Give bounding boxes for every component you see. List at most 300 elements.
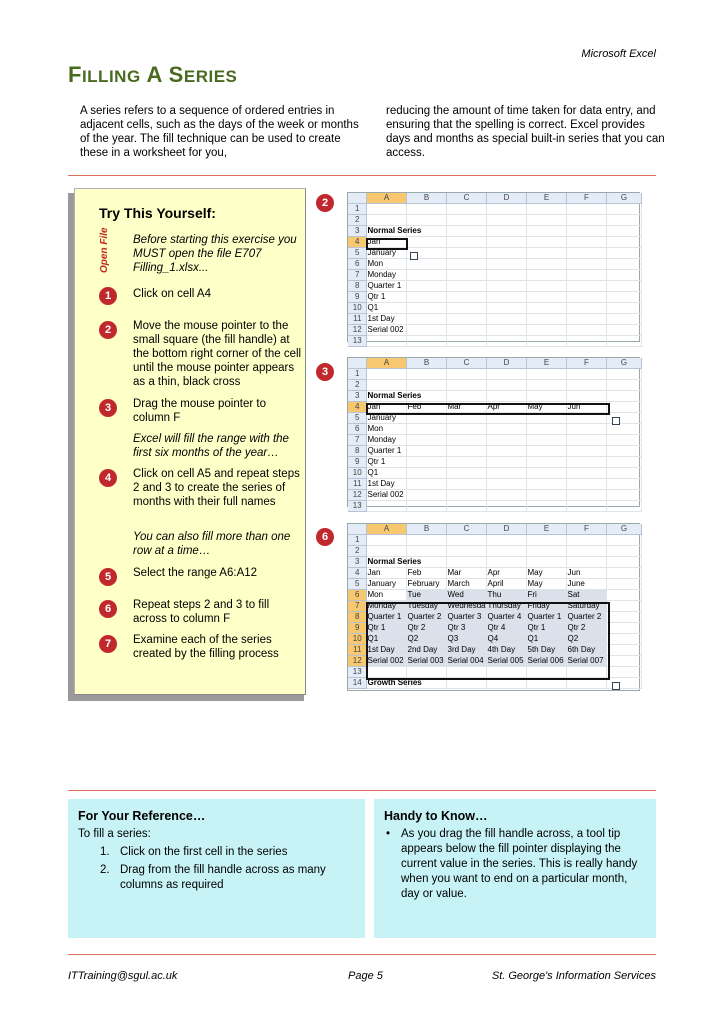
cell[interactable]	[606, 270, 641, 281]
row-header[interactable]: 11	[348, 314, 366, 325]
cell[interactable]	[566, 546, 606, 557]
cell[interactable]	[406, 546, 446, 557]
row-header[interactable]: 6	[348, 424, 366, 435]
cell[interactable]	[606, 468, 641, 479]
cell[interactable]	[406, 667, 446, 678]
cell[interactable]: 5th Day	[526, 645, 566, 656]
cell[interactable]	[446, 281, 486, 292]
cell[interactable]	[406, 314, 446, 325]
row-header[interactable]: 7	[348, 435, 366, 446]
cell[interactable]	[446, 457, 486, 468]
row-header[interactable]: 12	[348, 656, 366, 667]
row-header[interactable]: 12	[348, 325, 366, 336]
cell[interactable]	[526, 248, 566, 259]
row-header[interactable]: 3	[348, 557, 366, 568]
cell[interactable]	[606, 204, 641, 215]
cell[interactable]: Wednesda	[447, 601, 486, 611]
row-header[interactable]: 9	[348, 623, 366, 634]
cell[interactable]: Growth Series	[367, 678, 422, 688]
fill-handle-icon[interactable]	[410, 252, 418, 260]
cell[interactable]	[406, 446, 446, 457]
row-header[interactable]: 13	[348, 336, 366, 347]
cell[interactable]	[606, 314, 641, 325]
cell[interactable]: May	[526, 579, 566, 590]
cell[interactable]: Serial 002	[366, 656, 406, 667]
cell[interactable]	[526, 259, 566, 270]
cell[interactable]	[526, 226, 566, 237]
cell[interactable]	[566, 490, 606, 501]
cell[interactable]	[606, 601, 641, 612]
cell[interactable]: January	[366, 413, 406, 424]
column-header[interactable]: C	[446, 358, 486, 369]
cell[interactable]: Q2	[406, 634, 446, 645]
cell[interactable]	[526, 678, 566, 689]
cell[interactable]	[566, 281, 606, 292]
cell[interactable]	[446, 303, 486, 314]
cell[interactable]	[606, 391, 641, 402]
cell[interactable]	[526, 391, 566, 402]
cell[interactable]	[606, 590, 641, 601]
cell[interactable]: Quarter 2	[566, 612, 606, 623]
column-header[interactable]: E	[526, 358, 566, 369]
cell[interactable]	[566, 535, 606, 546]
cell[interactable]: Wed	[446, 590, 486, 601]
cell[interactable]	[606, 535, 641, 546]
cell[interactable]: Feb	[406, 402, 446, 413]
cell[interactable]	[486, 248, 526, 259]
cell[interactable]	[606, 369, 641, 380]
cell[interactable]	[446, 479, 486, 490]
row-header[interactable]: 1	[348, 535, 366, 546]
cell[interactable]	[446, 314, 486, 325]
cell[interactable]	[406, 270, 446, 281]
cell[interactable]	[486, 391, 526, 402]
cell[interactable]: Qtr 2	[406, 623, 446, 634]
cell[interactable]	[566, 292, 606, 303]
cell[interactable]	[486, 215, 526, 226]
cell[interactable]	[606, 645, 641, 656]
cell[interactable]: Thursday	[486, 601, 526, 612]
row-header[interactable]: 10	[348, 634, 366, 645]
column-header[interactable]: D	[486, 524, 526, 535]
cell[interactable]	[486, 535, 526, 546]
cell[interactable]: Qtr 1	[526, 623, 566, 634]
cell[interactable]	[526, 435, 566, 446]
cell[interactable]	[486, 314, 526, 325]
select-all-corner[interactable]	[348, 358, 366, 369]
cell[interactable]: Mon	[366, 424, 406, 435]
row-header[interactable]: 7	[348, 270, 366, 281]
cell[interactable]	[406, 457, 446, 468]
row-header[interactable]: 6	[348, 259, 366, 270]
cell[interactable]	[446, 557, 486, 568]
row-header[interactable]: 4	[348, 237, 366, 248]
cell[interactable]	[606, 303, 641, 314]
row-header[interactable]: 12	[348, 490, 366, 501]
cell[interactable]	[526, 501, 566, 512]
row-header[interactable]: 13	[348, 501, 366, 512]
cell[interactable]: Q2	[566, 634, 606, 645]
cell[interactable]	[486, 303, 526, 314]
row-header[interactable]: 8	[348, 281, 366, 292]
cell[interactable]	[526, 535, 566, 546]
column-header[interactable]: D	[486, 358, 526, 369]
cell[interactable]	[446, 226, 486, 237]
select-all-corner[interactable]	[348, 193, 366, 204]
cell[interactable]	[606, 568, 641, 579]
cell[interactable]	[566, 501, 606, 512]
cell[interactable]	[486, 457, 526, 468]
cell[interactable]: March	[446, 579, 486, 590]
cell[interactable]	[606, 380, 641, 391]
cell[interactable]	[526, 237, 566, 248]
cell[interactable]	[526, 270, 566, 281]
cell[interactable]	[406, 413, 446, 424]
cell[interactable]	[526, 292, 566, 303]
cell[interactable]	[566, 435, 606, 446]
cell[interactable]: Monday	[366, 270, 406, 281]
cell[interactable]	[606, 579, 641, 590]
cell[interactable]: Q1	[366, 303, 406, 314]
cell[interactable]	[486, 292, 526, 303]
cell[interactable]	[606, 490, 641, 501]
cell[interactable]	[406, 259, 446, 270]
row-header[interactable]: 3	[348, 226, 366, 237]
cell[interactable]: Friday	[526, 601, 566, 612]
cell[interactable]	[606, 557, 641, 568]
cell[interactable]	[446, 380, 486, 391]
cell[interactable]	[406, 435, 446, 446]
cell[interactable]	[566, 391, 606, 402]
cell[interactable]	[406, 369, 446, 380]
cell[interactable]	[446, 546, 486, 557]
cell[interactable]: Qtr 1	[366, 292, 406, 303]
cell[interactable]: Qtr 3	[446, 623, 486, 634]
cell[interactable]: Thu	[486, 590, 526, 601]
row-header[interactable]: 10	[348, 468, 366, 479]
cell[interactable]: Jan	[366, 568, 406, 579]
cell[interactable]: Mar	[446, 402, 486, 413]
cell[interactable]	[566, 325, 606, 336]
cell[interactable]: Qtr 1	[366, 623, 406, 634]
column-header[interactable]: G	[606, 524, 641, 535]
cell[interactable]	[446, 325, 486, 336]
cell[interactable]: Quarter 3	[446, 612, 486, 623]
row-header[interactable]: 14	[348, 678, 366, 689]
cell[interactable]	[366, 336, 406, 347]
cell[interactable]	[446, 678, 486, 689]
cell[interactable]: Jun	[566, 568, 606, 579]
cell[interactable]	[606, 446, 641, 457]
cell[interactable]: 1st Day	[366, 645, 406, 656]
row-header[interactable]: 11	[348, 479, 366, 490]
cell[interactable]: Qtr 4	[486, 623, 526, 634]
cell[interactable]: Serial 002	[366, 325, 406, 336]
cell[interactable]	[486, 546, 526, 557]
row-header[interactable]: 13	[348, 667, 366, 678]
cell[interactable]	[606, 435, 641, 446]
cell[interactable]	[486, 237, 526, 248]
cell[interactable]: Mar	[446, 568, 486, 579]
cell[interactable]: Monday	[366, 435, 406, 446]
row-header[interactable]: 4	[348, 402, 366, 413]
cell[interactable]: 1st Day	[366, 479, 406, 490]
cell[interactable]	[566, 479, 606, 490]
cell[interactable]: Serial 006	[526, 656, 566, 667]
cell[interactable]	[366, 380, 406, 391]
cell[interactable]: 1st Day	[366, 314, 406, 325]
cell[interactable]	[526, 446, 566, 457]
cell[interactable]	[406, 204, 446, 215]
cell[interactable]	[526, 281, 566, 292]
column-header[interactable]: E	[526, 193, 566, 204]
row-header[interactable]: 8	[348, 612, 366, 623]
cell[interactable]	[566, 424, 606, 435]
row-header[interactable]: 7	[348, 601, 366, 612]
cell[interactable]: Normal Series	[367, 226, 422, 236]
cell[interactable]	[446, 237, 486, 248]
cell[interactable]	[406, 424, 446, 435]
column-header[interactable]: A	[366, 193, 406, 204]
cell[interactable]	[566, 204, 606, 215]
row-header[interactable]: 5	[348, 413, 366, 424]
cell[interactable]	[526, 424, 566, 435]
cell[interactable]	[486, 270, 526, 281]
cell[interactable]	[486, 424, 526, 435]
cell[interactable]: Quarter 2	[406, 612, 446, 623]
cell[interactable]: Quarter 1	[366, 281, 406, 292]
cell[interactable]	[606, 634, 641, 645]
cell[interactable]: Apr	[486, 568, 526, 579]
cell[interactable]	[566, 468, 606, 479]
cell[interactable]: Qtr 1	[366, 457, 406, 468]
row-header[interactable]: 9	[348, 292, 366, 303]
cell[interactable]: 6th Day	[566, 645, 606, 656]
column-header[interactable]: E	[526, 524, 566, 535]
cell[interactable]: Q1	[366, 468, 406, 479]
cell[interactable]	[566, 314, 606, 325]
cell[interactable]: Q1	[526, 634, 566, 645]
cell[interactable]: Jun	[566, 402, 606, 413]
cell[interactable]	[406, 501, 446, 512]
cell[interactable]	[526, 380, 566, 391]
column-header[interactable]: A	[366, 358, 406, 369]
cell[interactable]	[486, 435, 526, 446]
column-header[interactable]: C	[446, 524, 486, 535]
cell[interactable]	[446, 391, 486, 402]
cell[interactable]	[486, 479, 526, 490]
cell[interactable]: Apr	[486, 402, 526, 413]
row-header[interactable]: 9	[348, 457, 366, 468]
cell[interactable]: February	[406, 579, 446, 590]
cell[interactable]	[606, 457, 641, 468]
cell[interactable]	[526, 546, 566, 557]
cell[interactable]	[526, 369, 566, 380]
cell[interactable]	[566, 413, 606, 424]
cell[interactable]	[446, 413, 486, 424]
cell[interactable]: Serial 002	[366, 490, 406, 501]
cell[interactable]	[486, 369, 526, 380]
cell[interactable]	[526, 215, 566, 226]
row-header[interactable]: 8	[348, 446, 366, 457]
cell[interactable]	[526, 204, 566, 215]
cell[interactable]	[566, 446, 606, 457]
cell[interactable]: Q3	[446, 634, 486, 645]
cell[interactable]	[566, 369, 606, 380]
cell[interactable]	[446, 369, 486, 380]
cell[interactable]	[566, 259, 606, 270]
cell[interactable]	[566, 557, 606, 568]
column-header[interactable]: G	[606, 193, 641, 204]
cell[interactable]	[406, 281, 446, 292]
row-header[interactable]: 10	[348, 303, 366, 314]
cell[interactable]	[366, 204, 406, 215]
cell[interactable]	[446, 667, 486, 678]
cell[interactable]: Mon	[366, 590, 406, 601]
column-header[interactable]: A	[366, 524, 406, 535]
cell[interactable]	[526, 557, 566, 568]
cell[interactable]	[486, 336, 526, 347]
cell[interactable]	[606, 479, 641, 490]
column-header[interactable]: B	[406, 358, 446, 369]
cell[interactable]	[526, 303, 566, 314]
cell[interactable]	[566, 248, 606, 259]
cell[interactable]	[606, 237, 641, 248]
row-header[interactable]: 6	[348, 590, 366, 601]
cell[interactable]	[486, 226, 526, 237]
cell[interactable]	[446, 446, 486, 457]
column-header[interactable]: F	[566, 193, 606, 204]
cell[interactable]	[486, 325, 526, 336]
cell[interactable]	[606, 281, 641, 292]
cell[interactable]: Tuesday	[406, 601, 446, 612]
row-header[interactable]: 2	[348, 215, 366, 226]
cell[interactable]	[566, 380, 606, 391]
row-header[interactable]: 2	[348, 380, 366, 391]
column-header[interactable]: G	[606, 358, 641, 369]
cell[interactable]	[606, 623, 641, 634]
cell[interactable]: April	[486, 579, 526, 590]
cell[interactable]	[566, 303, 606, 314]
cell[interactable]	[446, 215, 486, 226]
cell[interactable]	[606, 612, 641, 623]
cell[interactable]	[606, 424, 641, 435]
cell[interactable]	[406, 490, 446, 501]
cell[interactable]: 4th Day	[486, 645, 526, 656]
cell[interactable]	[366, 215, 406, 226]
cell[interactable]: Quarter 1	[366, 446, 406, 457]
cell[interactable]	[566, 457, 606, 468]
row-header[interactable]: 11	[348, 645, 366, 656]
cell[interactable]	[366, 667, 406, 678]
cell[interactable]: Qtr 2	[566, 623, 606, 634]
column-header[interactable]: F	[566, 524, 606, 535]
cell[interactable]	[446, 259, 486, 270]
cell[interactable]	[486, 413, 526, 424]
cell[interactable]	[406, 237, 446, 248]
cell[interactable]	[566, 270, 606, 281]
select-all-corner[interactable]	[348, 524, 366, 535]
cell[interactable]	[606, 259, 641, 270]
column-header[interactable]: F	[566, 358, 606, 369]
cell[interactable]: May	[526, 402, 566, 413]
cell[interactable]: May	[526, 568, 566, 579]
cell[interactable]	[526, 336, 566, 347]
cell[interactable]	[566, 237, 606, 248]
row-header[interactable]: 5	[348, 579, 366, 590]
column-header[interactable]: B	[406, 193, 446, 204]
cell[interactable]: Jan	[366, 237, 406, 248]
cell[interactable]	[406, 325, 446, 336]
cell[interactable]	[406, 535, 446, 546]
cell[interactable]	[406, 468, 446, 479]
cell[interactable]	[606, 402, 641, 413]
cell[interactable]	[446, 204, 486, 215]
cell[interactable]: Q4	[486, 634, 526, 645]
cell[interactable]: Tue	[406, 590, 446, 601]
row-header[interactable]: 5	[348, 248, 366, 259]
cell[interactable]	[486, 667, 526, 678]
cell[interactable]	[566, 226, 606, 237]
cell[interactable]	[566, 667, 606, 678]
cell[interactable]	[406, 336, 446, 347]
cell[interactable]	[606, 336, 641, 347]
cell[interactable]	[406, 303, 446, 314]
cell[interactable]	[566, 215, 606, 226]
cell[interactable]: 2nd Day	[406, 645, 446, 656]
cell[interactable]	[366, 535, 406, 546]
cell[interactable]: Normal Series	[367, 391, 422, 401]
cell[interactable]: Quarter 4	[486, 612, 526, 623]
cell[interactable]	[526, 479, 566, 490]
fill-handle-icon[interactable]	[612, 417, 620, 425]
cell[interactable]: Jan	[366, 402, 406, 413]
cell[interactable]: January	[366, 579, 406, 590]
cell[interactable]: Quarter 1	[366, 612, 406, 623]
cell[interactable]	[446, 248, 486, 259]
cell[interactable]	[486, 380, 526, 391]
cell[interactable]: Serial 005	[486, 656, 526, 667]
cell[interactable]	[606, 501, 641, 512]
cell[interactable]: Serial 003	[406, 656, 446, 667]
cell[interactable]: Monday	[366, 601, 406, 612]
cell[interactable]	[486, 501, 526, 512]
cell[interactable]	[526, 314, 566, 325]
cell[interactable]	[606, 215, 641, 226]
cell[interactable]	[486, 678, 526, 689]
cell[interactable]	[486, 468, 526, 479]
cell[interactable]: Saturday	[566, 601, 606, 612]
cell[interactable]	[606, 325, 641, 336]
cell[interactable]: Feb	[406, 568, 446, 579]
row-header[interactable]: 4	[348, 568, 366, 579]
cell[interactable]	[486, 259, 526, 270]
cell[interactable]	[526, 325, 566, 336]
cell[interactable]	[446, 490, 486, 501]
cell[interactable]	[606, 248, 641, 259]
cell[interactable]	[526, 457, 566, 468]
cell[interactable]	[606, 667, 641, 678]
cell[interactable]	[606, 656, 641, 667]
cell[interactable]	[406, 292, 446, 303]
cell[interactable]	[406, 380, 446, 391]
cell[interactable]: 3rd Day	[446, 645, 486, 656]
cell[interactable]	[486, 204, 526, 215]
cell[interactable]	[446, 501, 486, 512]
cell[interactable]	[566, 678, 606, 689]
cell[interactable]	[526, 490, 566, 501]
cell[interactable]	[446, 468, 486, 479]
